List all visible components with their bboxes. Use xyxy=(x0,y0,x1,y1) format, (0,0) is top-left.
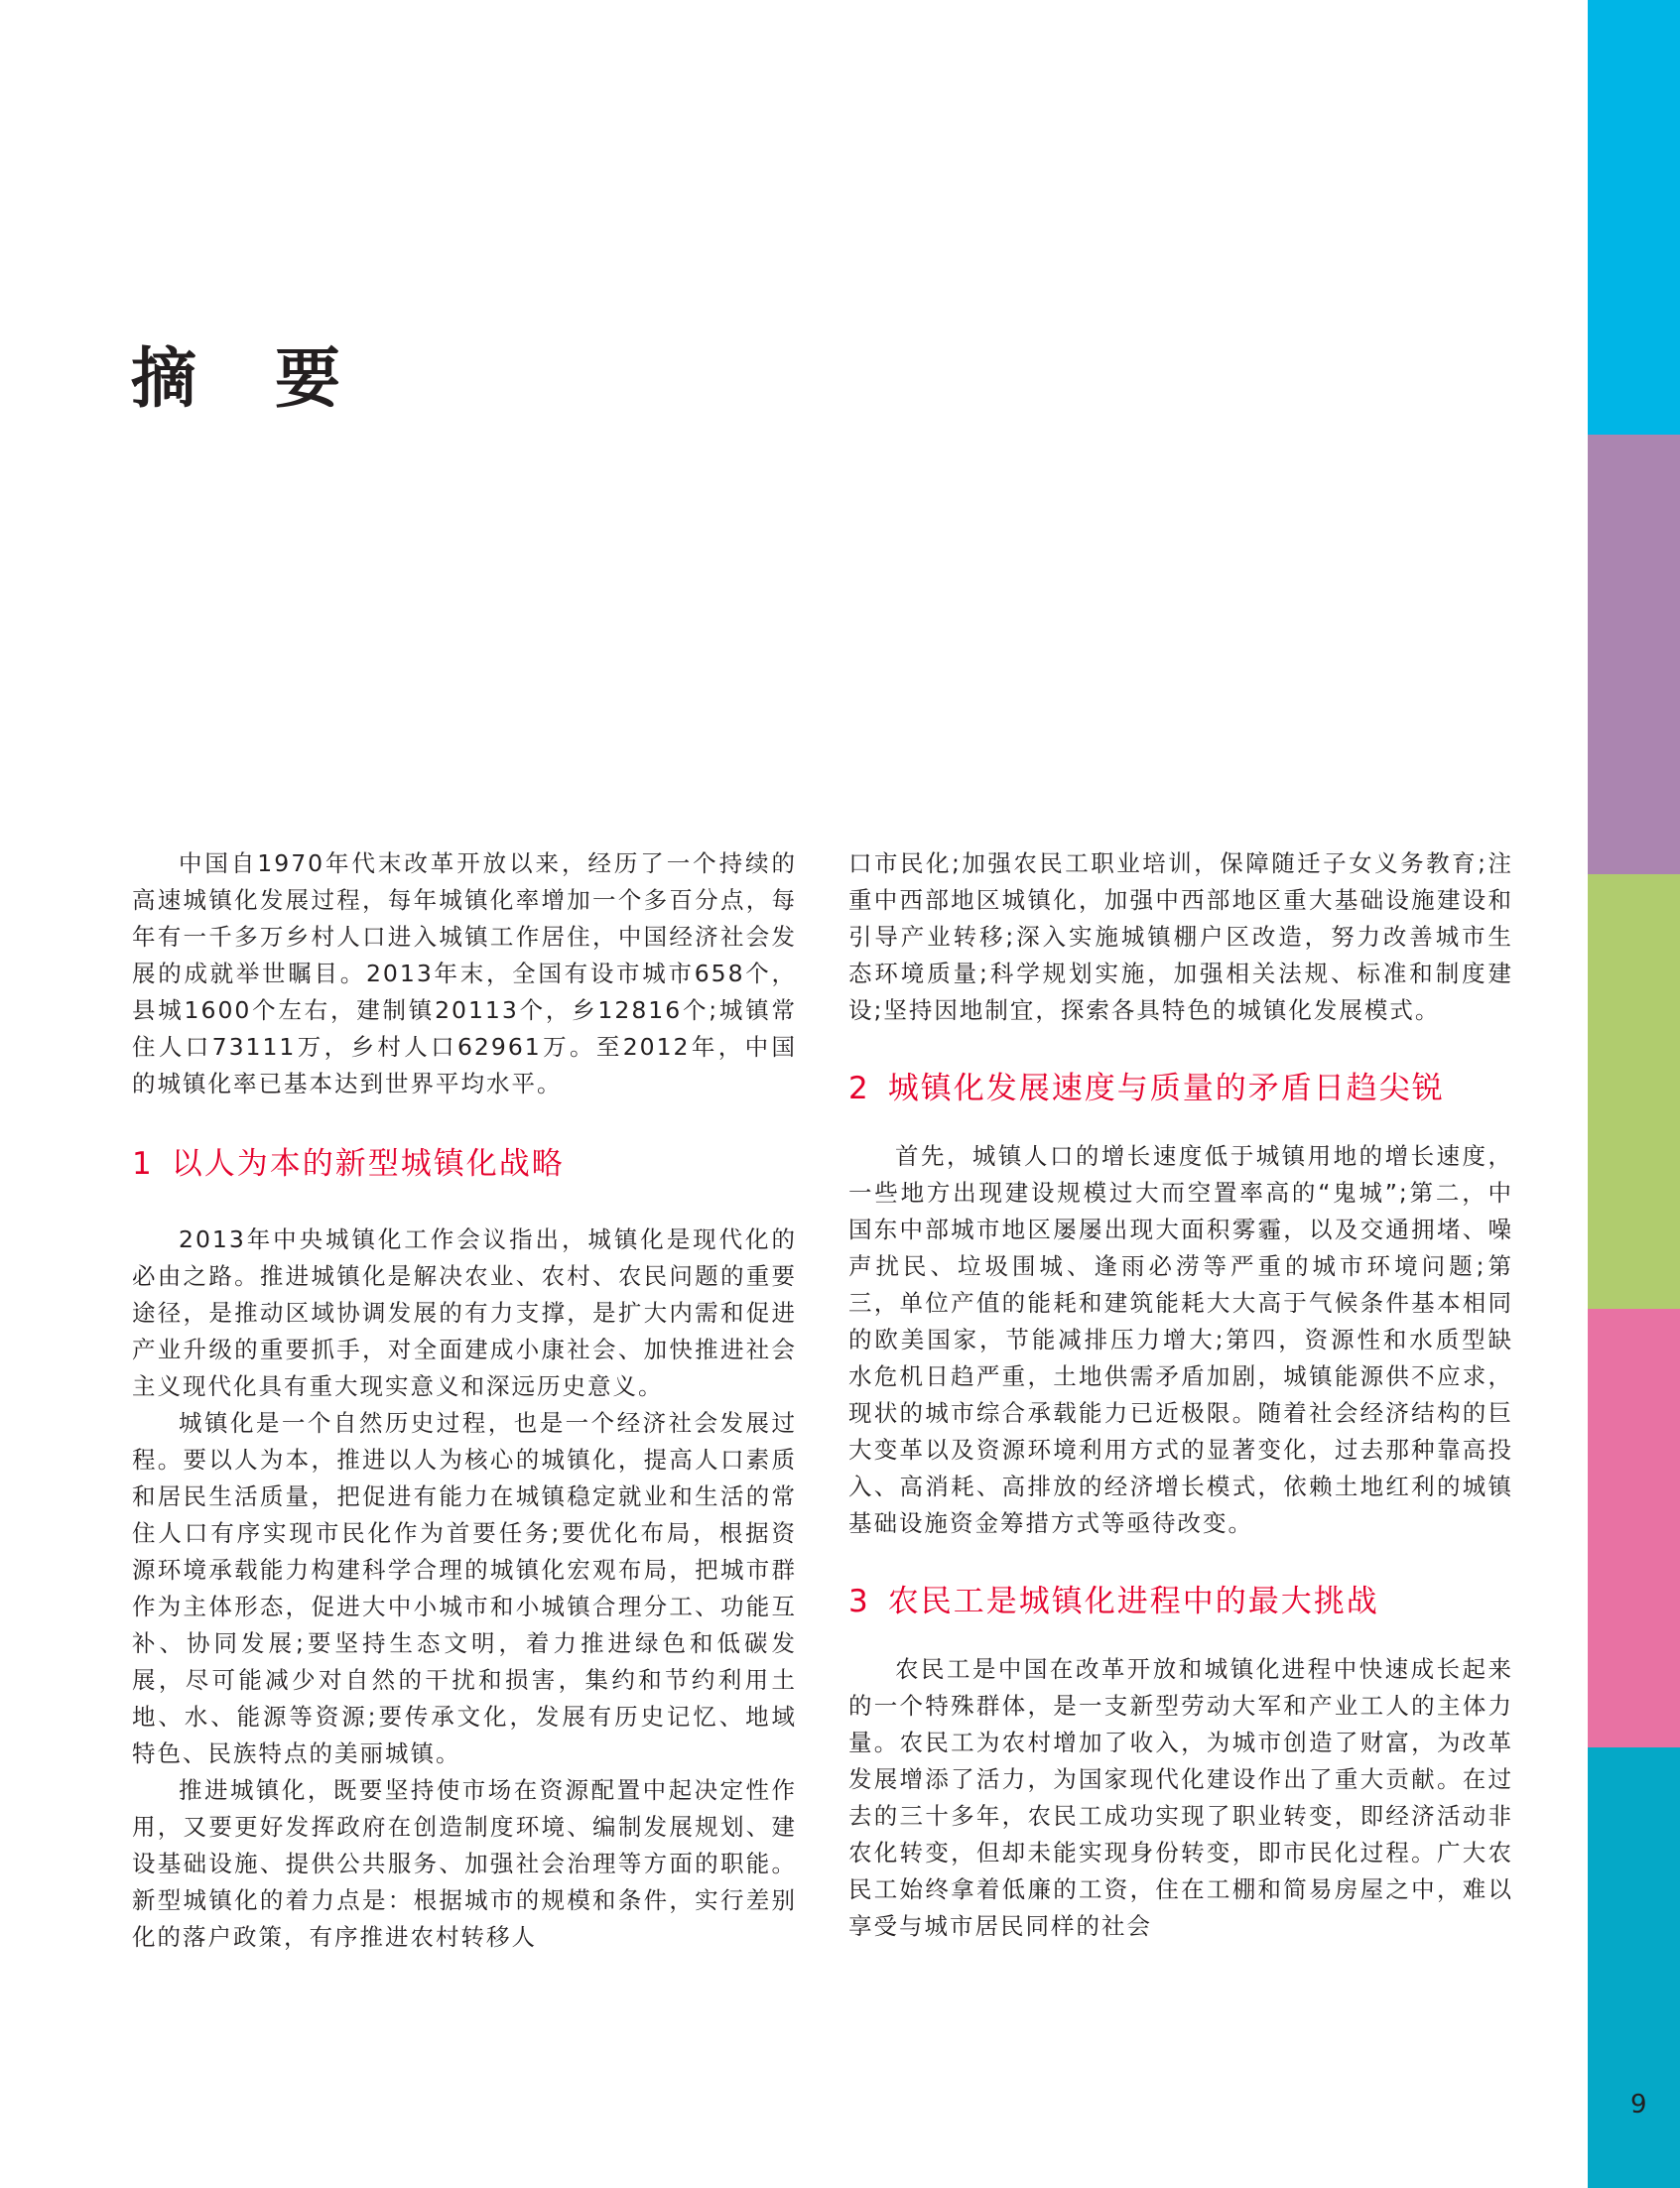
section-2-title: 城镇化发展速度与质量的矛盾日趋尖锐 xyxy=(887,1071,1445,1106)
left-column xyxy=(132,845,797,1956)
continuation-paragraph: 口市民化;加强农民工职业培训，保障随迁子女义务教育;注重中西部地区城镇化，加强中西部地区重大基础设施建设和引导产业转移;深入实施城镇棚户区改造，努力改善城市生态环境质量;科学规划实施，加强相关法规、标准和制度建设;坚持因地制宜，探索各具特色的城镇化发展模式。 xyxy=(848,849,1513,1024)
page-number: 9 xyxy=(1630,2090,1647,2120)
section-1-paragraph-1: 2013年中央城镇化工作会议指出，城镇化是现代化的必由之路。推进城镇化是解决农业、农村、农民问题的重要途径，是推动区域协调发展的有力支撑，是扩大内需和促进产业升级的重要抓手，对全面建成小康社会、加快推进社会主义现代化具有重大现实意义和深远历史意义。 xyxy=(132,1225,797,1400)
section-1-title: 以人为本的新型城镇化战略 xyxy=(171,1146,565,1182)
side-tab-cyan xyxy=(1588,0,1680,435)
section-3-heading xyxy=(848,1582,1513,1621)
section-3-number: 3 xyxy=(848,1584,870,1619)
section-1-heading xyxy=(132,1144,797,1184)
right-column xyxy=(848,845,1513,1945)
section-2-paragraph-1: 首先，城镇人口的增长速度低于城镇用地的增长速度，一些地方出现建设规模过大而空置率高的“鬼城”;第二，中国东中部城市地区屡屡出现大面积雾霾，以及交通拥堵、噪声扰民、垃圾围城、逢雨必涝等严重的城市环境问题;第三，单位产值的能耗和建筑能耗大大高于气候条件基本相同的欧美国家，节能减排压力增大;第四，资源性和水质型缺水危机日趋严重，土地供需矛盾加剧，城镇能源供不应求，现状的城市综合承载能力已近极限。随着社会经济结构的巨大变革以及资源环境利用方式的显著变化，过去那种靠高投入、高消耗、高排放的经济增长模式，依赖土地红利的城镇基础设施资金筹措方式等亟待改变。 xyxy=(848,1142,1513,1537)
section-1-paragraph-3: 推进城镇化，既要坚持使市场在资源配置中起决定性作用，又要更好发挥政府在创造制度环境、编制发展规划、建设基础设施、提供公共服务、加强社会治理等方面的职能。新型城镇化的着力点是：根据城市的规模和条件，实行差别化的落户政策，有序推进农村转移人 xyxy=(132,1776,797,1951)
section-1-paragraph-2: 城镇化是一个自然历史过程，也是一个经济社会发展过程。要以人为本，推进以人为核心的城镇化，提高人口素质和居民生活质量，把促进有能力在城镇稳定就业和生活的常住人口有序实现市民化作为首要任务;要优化布局，根据资源环境承载能力构建科学合理的城镇化宏观布局，把城市群作为主体形态，促进大中小城市和小城镇合理分工、功能互补、协同发展;要坚持生态文明，着力推进绿色和低碳发展，尽可能减少对自然的干扰和损害，集约和节约利用土地、水、能源等资源;要传承文化，发展有历史记忆、地域特色、民族特点的美丽城镇。 xyxy=(132,1409,797,1767)
side-tab-green xyxy=(1588,874,1680,1309)
side-tab-teal xyxy=(1588,1747,1680,2188)
section-3-title: 农民工是城镇化进程中的最大挑战 xyxy=(887,1584,1379,1619)
section-3-paragraph-1: 农民工是中国在改革开放和城镇化进程中快速成长起来的一个特殊群体，是一支新型劳动大军和产业工人的主体力量。农民工为农村增加了收入，为城市创造了财富，为改革发展增添了活力，为国家现代化建设作出了重大贡献。在过去的三十多年，农民工成功实现了职业转变，即经济活动非农化转变，但却未能实现身份转变，即市民化过程。广大农民工始终拿着低廉的工资，住在工棚和简易房屋之中，难以享受与城市居民同样的社会 xyxy=(848,1655,1513,1940)
section-2-number: 2 xyxy=(848,1071,870,1106)
side-tab-purple xyxy=(1588,435,1680,874)
intro-paragraph: 中国自1970年代末改革开放以来，经历了一个持续的高速城镇化发展过程，每年城镇化率增加一个多百分点，每年有一千多万乡村人口进入城镇工作居住，中国经济社会发展的成就举世瞩目。2013年末，全国有设市城市658个，县城1600个左右，建制镇20113个，乡12816个;城镇常住人口73111万，乡村人口62961万。至2012年，中国的城镇化率已基本达到世界平均水平。 xyxy=(132,849,797,1097)
section-1-number: 1 xyxy=(132,1146,154,1182)
side-tab-pink xyxy=(1588,1309,1680,1747)
page-title: 摘 要 xyxy=(131,340,368,417)
section-2-heading xyxy=(848,1069,1513,1108)
